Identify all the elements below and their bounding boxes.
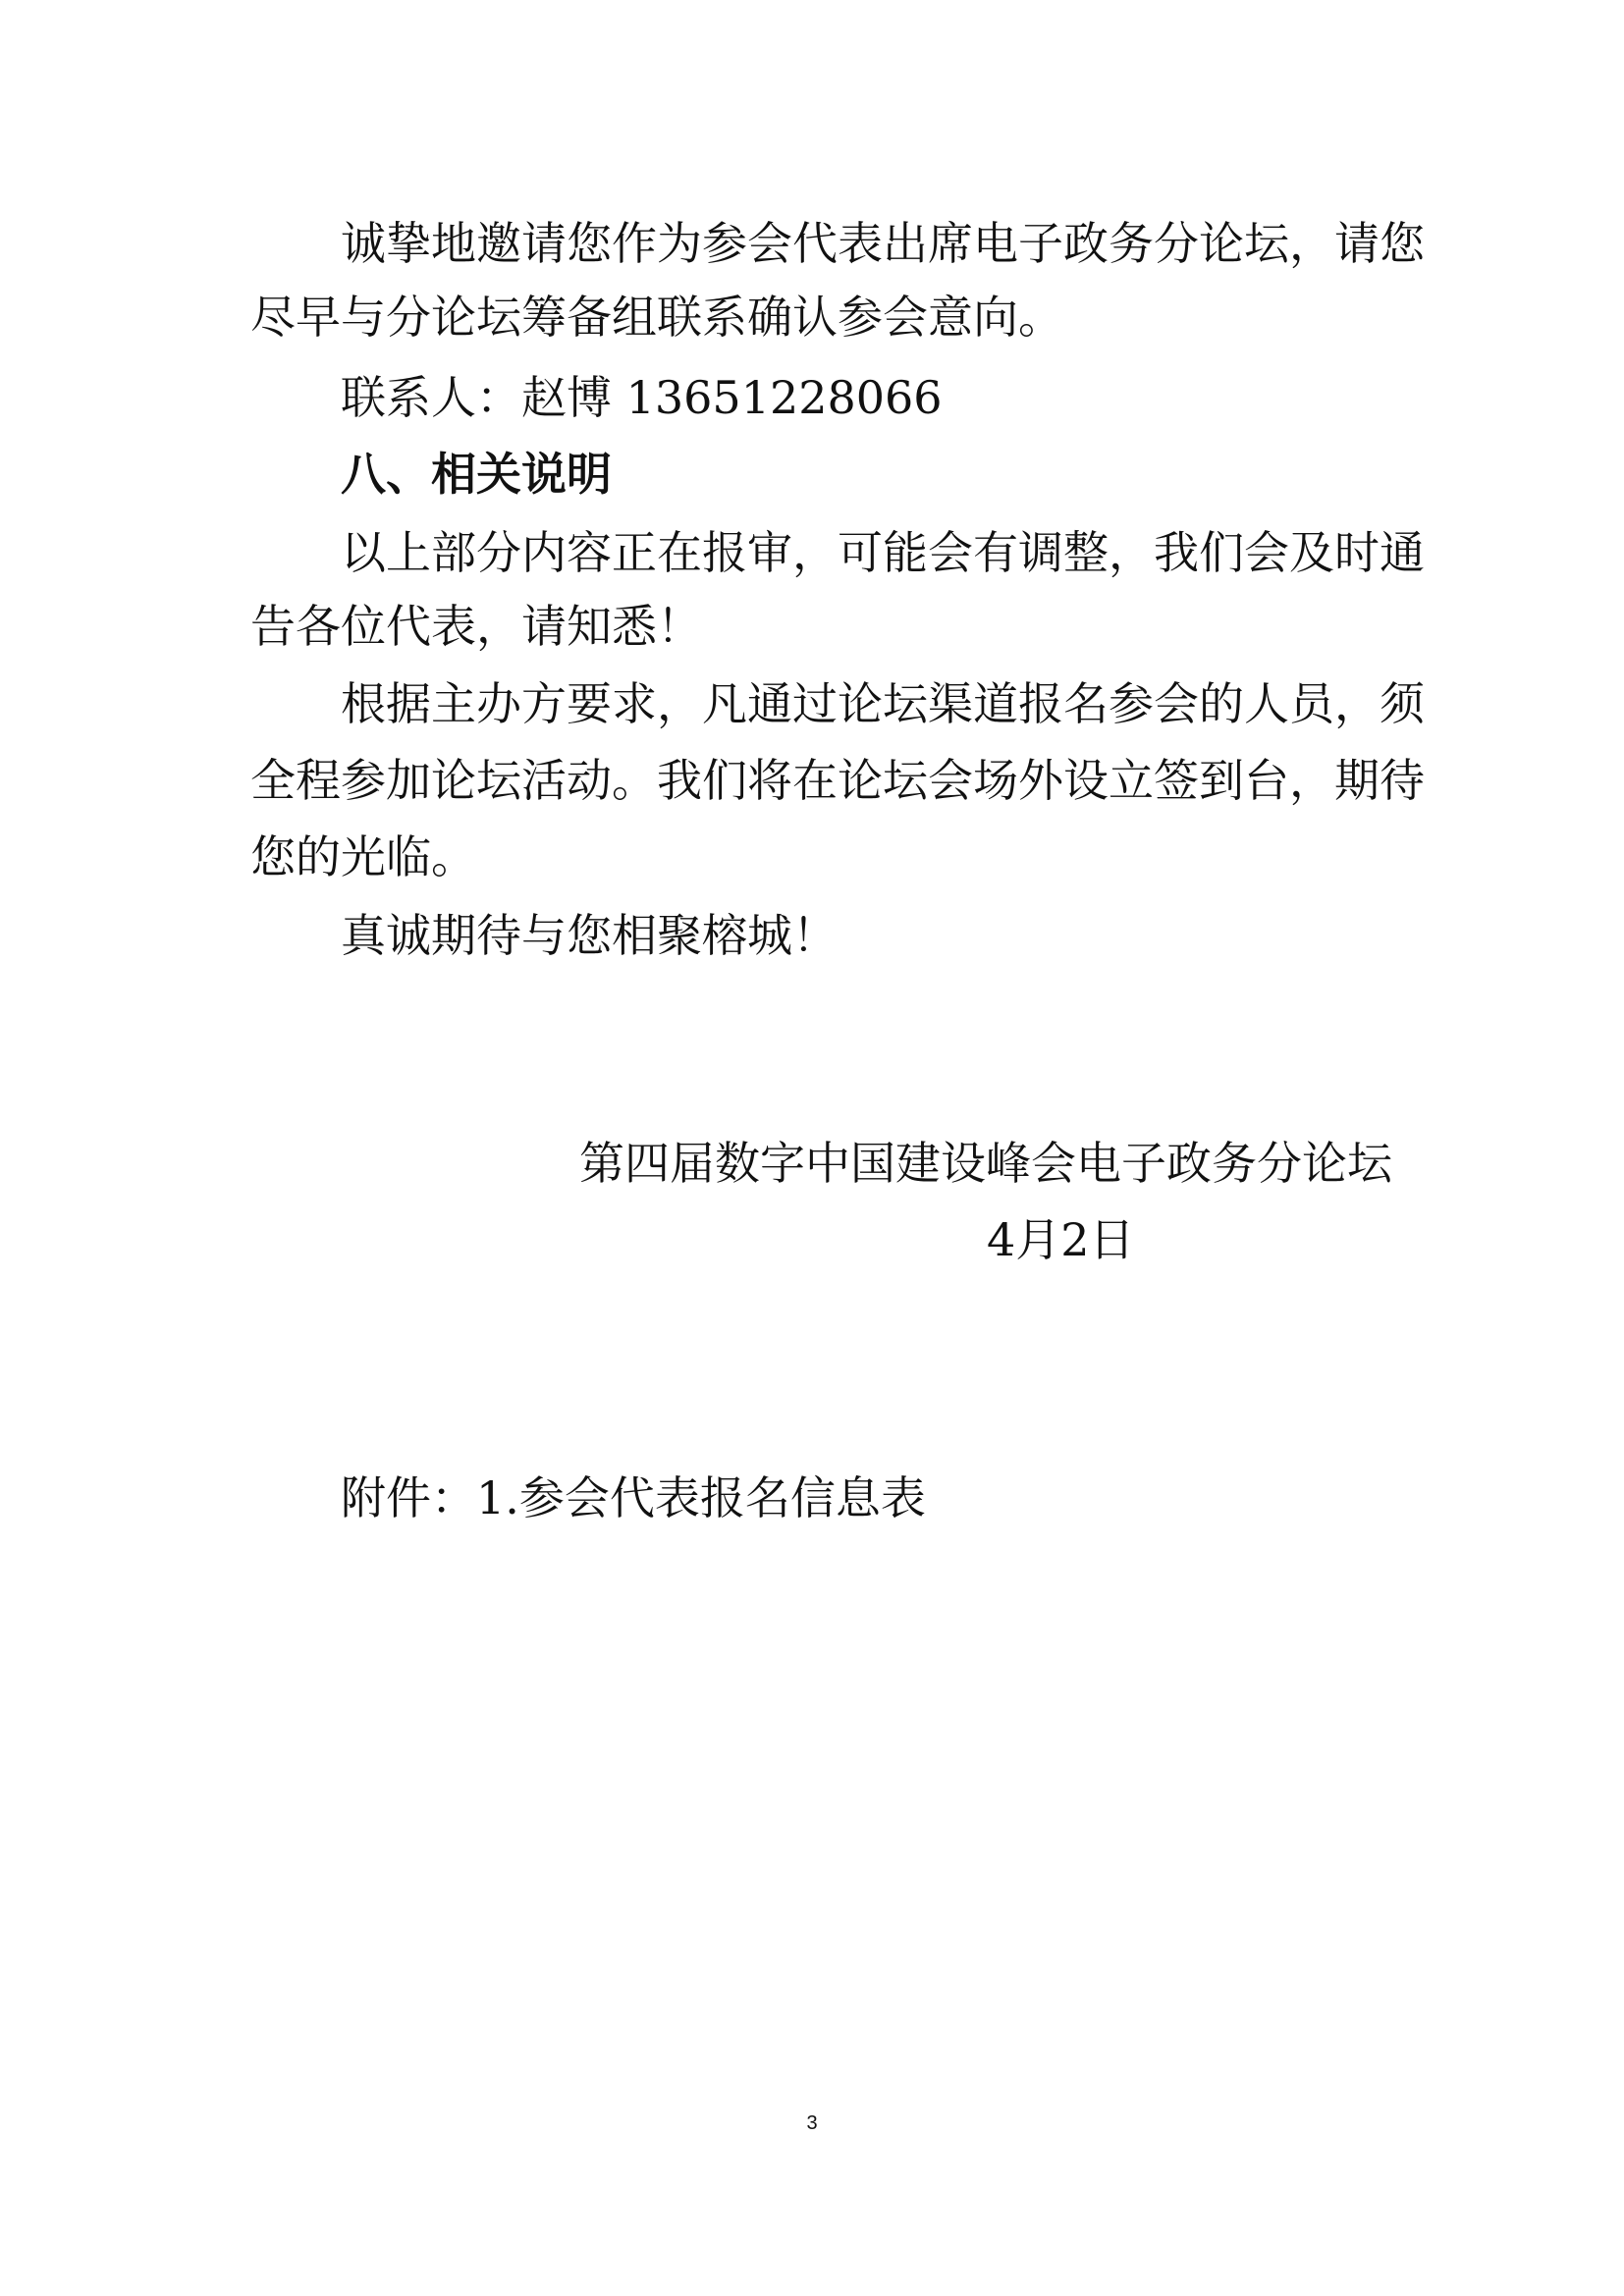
invite-paragraph-line-1: 诚挚地邀请您作为参会代表出席电子政务分论坛，请您 [341, 217, 1425, 270]
contact-line: 联系人：赵博 13651228066 [341, 371, 943, 424]
note-paragraph-line-2: 告各位代表，请知悉！ [250, 600, 702, 653]
invite-paragraph-line-2: 尽早与分论坛筹备组联系确认参会意向。 [250, 291, 1063, 344]
signature-organization: 第四届数字中国建设峰会电子政务分论坛 [579, 1137, 1392, 1190]
requirement-paragraph-line-2: 全程参加论坛活动。我们将在论坛会场外设立签到台，期待 [250, 754, 1425, 807]
closing-line: 真诚期待与您相聚榕城！ [341, 909, 838, 962]
section-heading: 八、相关说明 [341, 448, 612, 501]
page-number: 3 [806, 2112, 818, 2134]
note-paragraph-line-1: 以上部分内容正在报审，可能会有调整，我们会及时通 [341, 526, 1425, 579]
requirement-paragraph-line-1: 根据主办方要求，凡通过论坛渠道报名参会的人员，须 [341, 677, 1425, 730]
signature-date: 4月2日 [987, 1213, 1135, 1266]
attachment-line: 附件：1.参会代表报名信息表 [341, 1471, 926, 1524]
requirement-paragraph-line-3: 您的光临。 [250, 830, 476, 883]
